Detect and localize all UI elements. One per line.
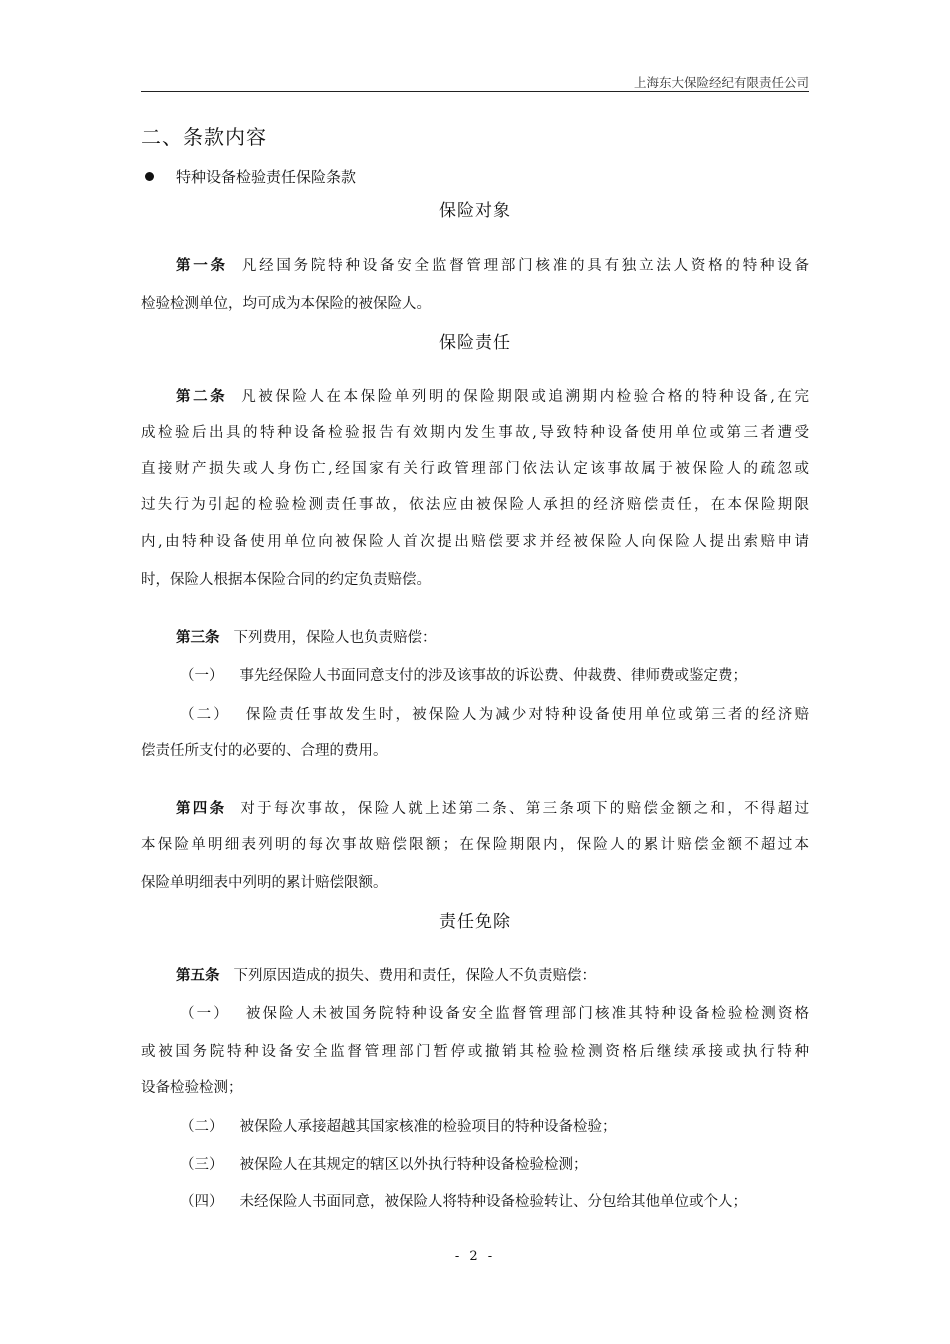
article-3-item-2-line-2: 偿责任所支付的必要的、合理的费用。	[141, 743, 388, 759]
article-5-item-1-line-3: 设备检验检测；	[141, 1080, 243, 1096]
header-company-name: 上海东大保险经纪有限责任公司	[633, 75, 809, 90]
article-5-item-2: （二） 被保险人承接超越其国家核准的检验项目的特种设备检验；	[180, 1119, 617, 1135]
article-1-line-1: 第一条 凡经国务院特种设备安全监督管理部门核准的具有独立法人资格的特种设备	[176, 257, 810, 274]
article-4-label: 第四条	[176, 800, 227, 817]
article-5-item-1: （一） 被保险人未被国务院特种设备安全监督管理部门核准其特种设备检验检测资格	[180, 1006, 809, 1022]
article-2-line-5: 内,由特种设备使用单位向被保险人首次提出赔偿要求并经被保险人向保险人提出索赔申请	[141, 534, 809, 550]
article-4-line-2: 本保险单明细表列明的每次事故赔偿限额；在保险期限内，保险人的累计赔偿金额不超过本	[141, 837, 809, 853]
page-header	[141, 73, 809, 92]
section-title: 二、条款内容	[141, 125, 267, 149]
article-2-line-4: 过失行为引起的检验检测责任事故，依法应由被保险人承担的经济赔偿责任，在本保险期限	[141, 497, 809, 513]
article-5-item-4: （四） 未经保险人书面同意，被保险人将特种设备检验转让、分包给其他单位或个人；	[180, 1194, 747, 1210]
bullet-icon	[145, 172, 154, 181]
article-4-line-1: 第四条 对于每次事故，保险人就上述第二条、第三条项下的赔偿金额之和，不得超过	[176, 800, 809, 817]
article-5-item-3: （三） 被保险人在其规定的辖区以外执行特种设备检验检测；	[180, 1157, 588, 1173]
heading-liability: 保险责任	[439, 333, 511, 353]
article-2-line-1: 第二条 凡被保险人在本保险单列明的保险期限或追溯期内检验合格的特种设备,在完	[176, 388, 810, 405]
heading-insured-object: 保险对象	[439, 201, 511, 221]
bullet-title: 特种设备检验责任保险条款	[176, 168, 357, 186]
heading-exclusions: 责任免除	[439, 912, 511, 932]
article-4-line-3: 保险单明细表中列明的累计赔偿限额。	[141, 875, 388, 891]
article-5-item-1-line-2: 或被国务院特种设备安全监督管理部门暂停或撤销其检验检测资格后继续承接或执行特种	[141, 1044, 809, 1060]
article-1-line-2: 检验检测单位，均可成为本保险的被保险人。	[141, 296, 431, 312]
article-2-line-3: 直接财产损失或人身伤亡,经国家有关行政管理部门依法认定该事故属于被保险人的疏忽或	[141, 461, 809, 477]
bullet-item	[145, 166, 356, 187]
article-3-label: 第三条	[176, 629, 220, 646]
article-5-label: 第五条	[176, 967, 220, 984]
page-number: - 2 -	[454, 1249, 496, 1264]
article-2-line-6: 时，保险人根据本保险合同的约定负责赔偿。	[141, 572, 431, 588]
article-2-line-2: 成检验后出具的特种设备检验报告有效期内发生事故,导致特种设备使用单位或第三者遭受	[141, 425, 809, 441]
article-3-item-1: （一） 事先经保险人书面同意支付的涉及该事故的诉讼费、仲裁费、律师费或鉴定费；	[180, 668, 747, 684]
article-3-intro: 第三条 下列费用，保险人也负责赔偿：	[176, 629, 437, 646]
article-2-label: 第二条	[176, 388, 228, 405]
article-5-intro: 第五条 下列原因造成的损失、费用和责任，保险人不负责赔偿：	[176, 967, 596, 984]
article-1-label: 第一条	[176, 257, 228, 274]
article-3-item-2: （二） 保险责任事故发生时，被保险人为减少对特种设备使用单位或第三者的经济赔	[180, 707, 809, 723]
